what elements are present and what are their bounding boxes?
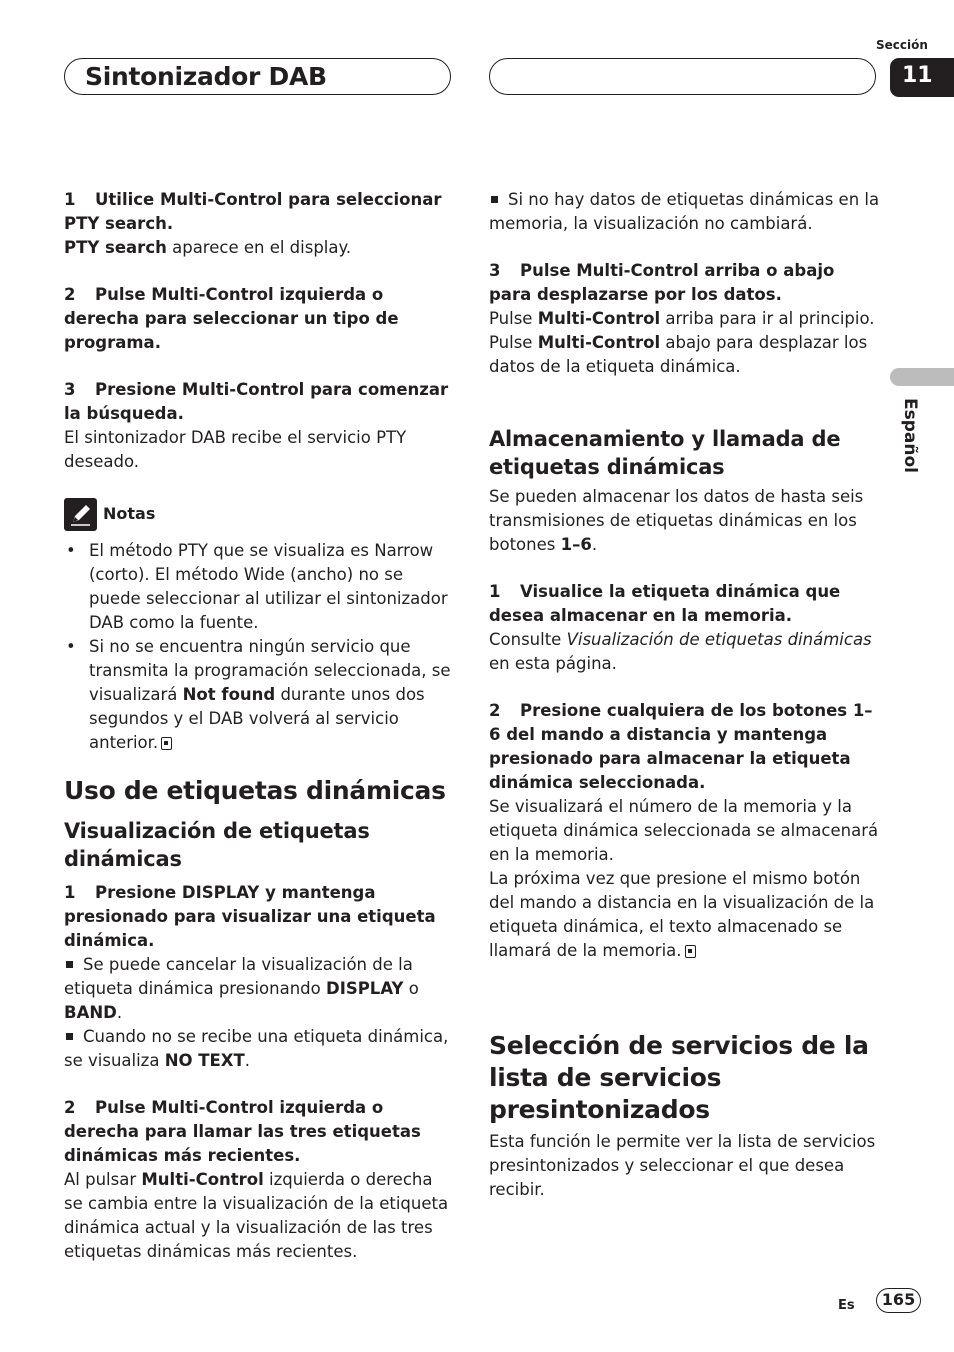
display-step-2-heading: 2 Pulse Multi-Control izquierda o derecha para llamar las tres etiquetas dinámicas más recientes. xyxy=(64,1098,421,1165)
step-3-text: El sintonizador DAB recibe el servicio PTY deseado. xyxy=(64,428,407,471)
side-language-label: Español xyxy=(900,398,920,473)
right-column-lower xyxy=(489,1030,881,1202)
square-bullet-icon xyxy=(66,961,73,968)
header-title-frame xyxy=(64,58,451,95)
square-bullet-icon xyxy=(66,1033,73,1040)
left-column xyxy=(64,188,456,755)
note-1: • El método PTY que se visualiza es Narrow (corto). El método Wide (ancho) no se puede seleccionar al utilizar el sintonizador DAB como la fuente. xyxy=(64,539,456,635)
notes-header xyxy=(64,497,456,531)
step-1-heading: 1 Utilice Multi-Control para seleccionar PTY search. xyxy=(64,190,442,233)
step-2-heading: 2 Pulse Multi-Control izquierda o derecha para seleccionar un tipo de programa. xyxy=(64,285,399,352)
side-tab-bar xyxy=(890,368,954,386)
subheading-display-labels: Visualización de etiquetas dinámicas xyxy=(64,819,370,871)
pencil-icon xyxy=(64,498,97,531)
store-step-1-heading: 1 Visualice la etiqueta dinámica que desea almacenar en la memoria. xyxy=(489,582,841,625)
scroll-step-3-text-1: Pulse Multi-Control arriba para ir al principio. xyxy=(489,309,875,328)
notes-label: Notas xyxy=(103,504,156,523)
store-step-1-text: Consulte Visualización de etiquetas dinámicas en esta página. xyxy=(489,630,872,673)
scroll-step-3-text-2: Pulse Multi-Control abajo para desplazar los datos de la etiqueta dinámica. xyxy=(489,333,868,376)
display-step-1-heading: 1 Presione DISPLAY y mantenga presionado para visualizar una etiqueta dinámica. xyxy=(64,883,436,950)
preset-list-text: Esta función le permite ver la lista de servicios presintonizados y seleccionar el que desea recibir. xyxy=(489,1132,876,1199)
subheading-store-recall: Almacenamiento y llamada de etiquetas dinámicas xyxy=(489,427,841,479)
square-bullet-icon xyxy=(491,196,498,203)
end-mark-icon xyxy=(685,945,696,958)
display-step-2-text: Al pulsar Multi-Control izquierda o derecha se cambia entre la visualización de la etiqueta dinámica actual y la visualización de las tres etiquetas dinámicas más recientes. xyxy=(64,1170,449,1261)
footer-language: Es xyxy=(838,1298,855,1313)
section-heading-preset-list: Selección de servicios de la lista de servicios presintonizados xyxy=(489,1031,869,1124)
right-column xyxy=(489,188,881,963)
store-step-2-text-1: Se visualizará el número de la memoria y la etiqueta dinámica seleccionada se almacenará en la memoria. xyxy=(489,797,879,864)
end-mark-icon xyxy=(161,737,172,750)
store-intro: Se pueden almacenar los datos de hasta seis transmisiones de etiquetas dinámicas en los botones 1–6. xyxy=(489,487,864,554)
section-label: Sección xyxy=(876,38,928,52)
scroll-step-3-heading: 3 Pulse Multi-Control arriba o abajo para desplazarse por los datos. xyxy=(489,261,835,304)
store-step-2-heading: 2 Presione cualquiera de los botones 1–6 del mando a distancia y mantenga presionado para almacenar la etiqueta dinámica seleccionada. xyxy=(489,701,873,792)
display-step-1-bullet-2: Cuando no se recibe una etiqueta dinámica, se visualiza NO TEXT. xyxy=(64,1027,449,1070)
section-number: 11 xyxy=(890,58,954,97)
step-1-text: PTY search aparece en el display. xyxy=(64,238,352,257)
display-step-1-bullet-1: Se puede cancelar la visualización de la etiqueta dinámica presionando DISPLAY o BAND. xyxy=(64,955,419,1022)
header-blank-frame xyxy=(489,58,876,95)
note-2: • Si no se encuentra ningún servicio que transmita la programación seleccionada, se visualizará Not found durante unos dos segundos y el DAB volverá al servicio anterior. xyxy=(64,635,456,755)
section-heading-dynamic-labels: Uso de etiquetas dinámicas xyxy=(64,776,446,805)
step-3-heading: 3 Presione Multi-Control para comenzar la búsqueda. xyxy=(64,380,449,423)
store-step-2-text-2: La próxima vez que presione el mismo botón del mando a distancia en la visualización de la etiqueta dinámica, el texto almacenado se llamará de la memoria. xyxy=(489,869,875,960)
left-column-lower xyxy=(64,775,456,1264)
page-title: Sintonizador DAB xyxy=(85,62,327,91)
page-number: 165 xyxy=(876,1288,921,1313)
scroll-bullet: Si no hay datos de etiquetas dinámicas en la memoria, la visualización no cambiará. xyxy=(489,190,880,233)
